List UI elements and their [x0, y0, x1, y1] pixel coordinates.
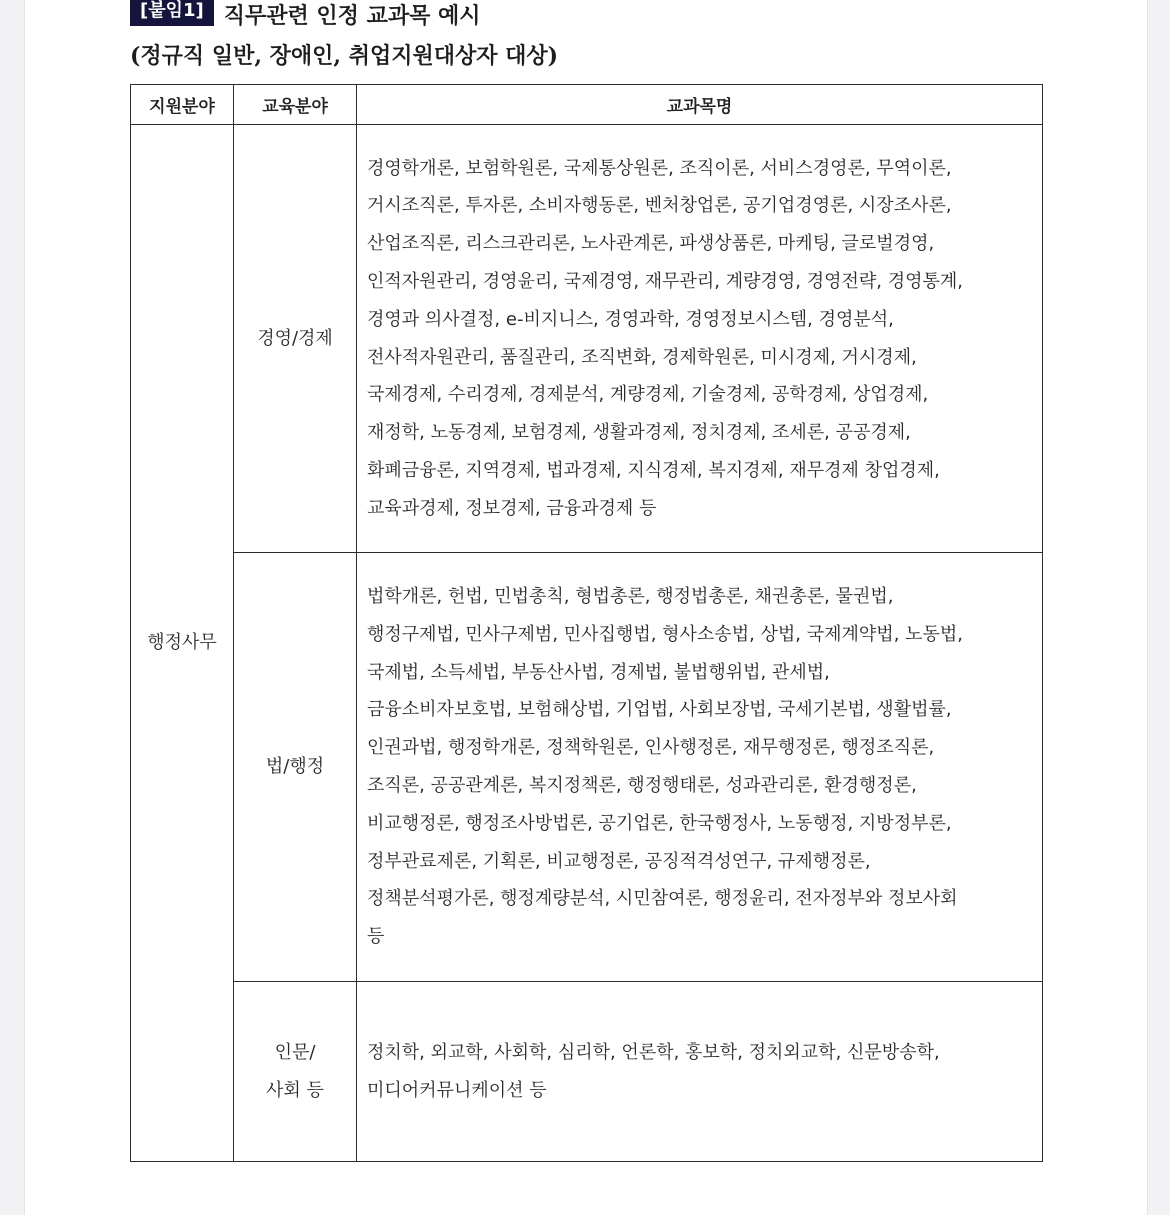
table-row [131, 125, 1043, 553]
support-field-cell: 행정사무 [131, 125, 234, 1162]
header-support-field: 지원분야 [131, 85, 234, 125]
document-page [24, 0, 1148, 1215]
table-header-row [131, 85, 1043, 125]
table-row [131, 982, 1043, 1162]
education-field-cell: 법/행정 [234, 553, 357, 982]
document-title: 직무관련 인정 교과목 예시 [223, 3, 481, 29]
subjects-table [130, 84, 1043, 1162]
document-subtitle: (정규직 일반, 장애인, 취업지원대상자 대상) [130, 43, 559, 69]
header-subject-names: 교과목명 [357, 85, 1043, 125]
document-heading [130, 0, 558, 76]
subjects-cell: 경영학개론, 보험학원론, 국제통상원론, 조직이론, 서비스경영론, 무역이론, 거시조직론, 투자론, 소비자행동론, 벤처창업론, 공기업경영론, 시장조사론, 산업조직론, 리스크관리론, 노사관계론, 파생상품론, 마케팅, 글로벌경영, 인적자원관리, 경영윤리, 국제경영, 재무관리, 계량경영, 경영전략, 경영통계, 경영과 의사결정, e-비지니스, 경영과학, 경영정보시스템, 경영분석, 전사적자원관리, 품질관리, 조직변화, 경제학원론, 미시경제, 거시경제, 국제경제, 수리경제, 경제분석, 계량경제, 기술경제, 공학경제, 상업경제, 재정학, 노동경제, 보험경제, 생활과경제, 정치경제, 조세론, 공공경제, 화폐금융론, 지역경제, 법과경제, 지식경제, 복지경제, 재무경제 창업경제, 교육과경제, 정보경제, 금융과경제 등 [357, 125, 1043, 553]
table-row [131, 553, 1043, 982]
subjects-cell: 법학개론, 헌법, 민법총칙, 형법총론, 행정법총론, 채권총론, 물권법, 행정구제법, 민사구제범, 민사집행법, 형사소송법, 상법, 국제계약법, 노동법, 국제법, 소득세법, 부동산사법, 경제법, 불법행위법, 관세법, 금융소비자보호법, 보험해상법, 기업법, 사회보장법, 국세기본법, 생활법률, 인권과법, 행정학개론, 정책학원론, 인사행정론, 재무행정론, 행정조직론, 조직론, 공공관계론, 복지정책론, 행정행태론, 성과관리론, 환경행정론, 비교행정론, 행정조사방법론, 공기업론, 한국행정사, 노동행정, 지방정부론, 정부관료제론, 기획론, 비교행정론, 공징적격성연구, 규제행정론, 정책분석평가론, 행정계량분석, 시민참여론, 행정윤리, 전자정부와 정보사회 등 [357, 553, 1043, 982]
appendix-badge: [붙임1] [130, 0, 214, 26]
education-field-cell: 인문/ 사회 등 [234, 982, 357, 1162]
subjects-cell: 정치학, 외교학, 사회학, 심리학, 언론학, 홍보학, 정치외교학, 신문방송학, 미디어커뮤니케이션 등 [357, 982, 1043, 1162]
heading-line-1 [130, 0, 558, 36]
education-field-cell: 경영/경제 [234, 125, 357, 553]
header-education-field: 교육분야 [234, 85, 357, 125]
